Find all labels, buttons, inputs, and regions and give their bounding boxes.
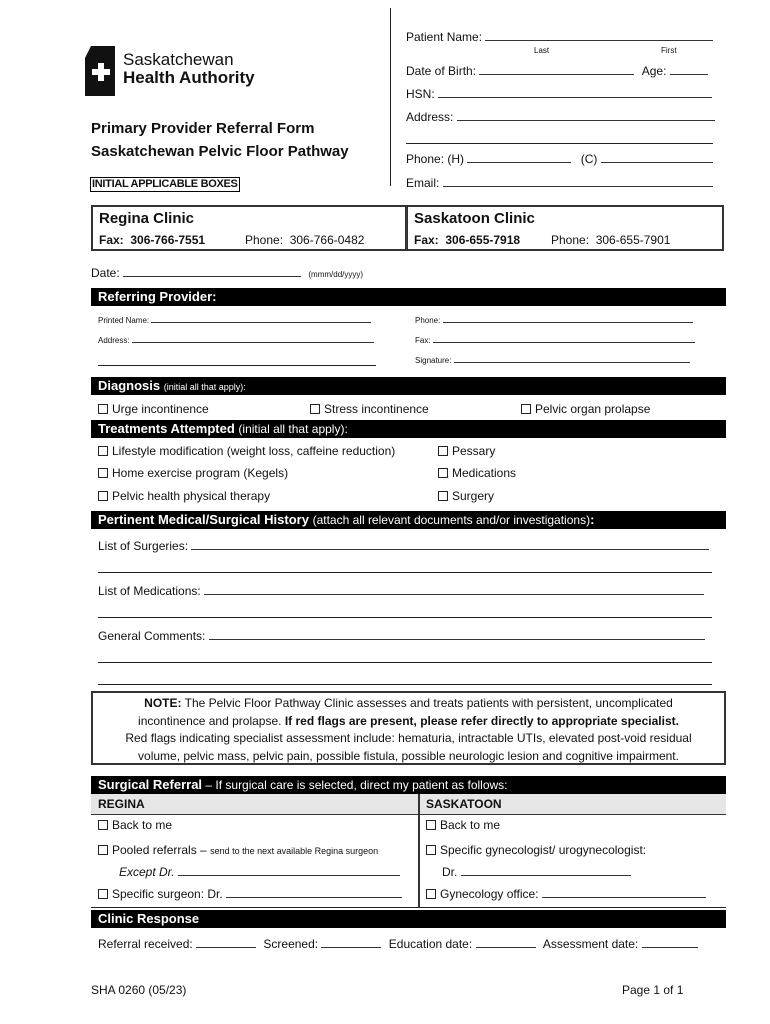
r-except-label: Except Dr. <box>119 865 175 879</box>
note-text2: incontinence and prolapse. <box>138 713 285 728</box>
printed-name-field[interactable] <box>151 322 371 323</box>
checkbox-medications[interactable] <box>438 468 448 478</box>
last-label: Last <box>534 46 550 55</box>
surgical-sub: – If surgical care is selected, direct my patient as follows: <box>202 778 508 792</box>
form-code: SHA 0260 (05/23) <box>91 983 187 997</box>
note-text1: The Pelvic Floor Pathway Clinic assesses and treats patients with persistent, uncomplicated <box>181 696 673 710</box>
history-header <box>91 511 726 529</box>
history-colon: : <box>590 512 595 527</box>
s-office-field[interactable] <box>542 897 706 898</box>
dx-urge[interactable] <box>98 402 209 416</box>
note-box <box>91 691 726 765</box>
education-date-field[interactable] <box>476 947 536 948</box>
clinic-response-header: Clinic Response <box>91 910 726 928</box>
tx-physio-label: Pelvic health physical therapy <box>112 489 271 503</box>
page-number: Page 1 of 1 <box>622 983 684 997</box>
tx-lifestyle[interactable] <box>98 444 395 458</box>
history-sub: (attach all relevant documents and/or investigations) <box>312 513 591 527</box>
referral-received-label: Referral received: <box>98 937 193 951</box>
treatments-title: Treatments Attempted <box>98 421 235 436</box>
checkbox-urge[interactable] <box>98 404 108 414</box>
dob-label: Date of Birth: <box>406 64 477 78</box>
tx-surgery[interactable] <box>438 489 494 503</box>
treatments-header <box>91 420 726 438</box>
assessment-date-field[interactable] <box>642 947 698 948</box>
signature-row <box>415 356 690 365</box>
phone-row <box>406 152 713 166</box>
regina-label: REGINA <box>98 797 145 811</box>
tx-pessary[interactable] <box>438 444 495 458</box>
note-red-flags: If red flags are present, please refer directly to appropriate specialist. <box>284 713 679 728</box>
surgeries-line2[interactable] <box>98 572 712 573</box>
checkbox-s-office[interactable] <box>426 889 436 899</box>
comments-field[interactable] <box>209 639 705 640</box>
diagnosis-header <box>91 377 726 395</box>
printed-name-label: Printed Name: <box>98 316 150 325</box>
tx-medications-label: Medications <box>452 466 517 480</box>
dx-prolapse[interactable] <box>521 402 650 416</box>
logo <box>85 46 275 96</box>
surgeries-field[interactable] <box>191 549 709 550</box>
screened-field[interactable] <box>321 947 381 948</box>
saskatoon-fax: Fax: 306-655-7918 <box>414 233 521 247</box>
regina-phone: Phone: 306-766-0482 <box>245 233 365 247</box>
signature-label: Signature: <box>415 356 452 365</box>
checkbox-kegels[interactable] <box>98 468 108 478</box>
provider-fax-field[interactable] <box>433 342 695 343</box>
provider-address-label: Address: <box>98 336 130 345</box>
checkbox-stress[interactable] <box>310 404 320 414</box>
surgeries-row <box>98 539 709 553</box>
cell-phone-field[interactable] <box>601 162 713 163</box>
surgical-referral-header <box>91 776 726 794</box>
referral-received-field[interactable] <box>196 947 256 948</box>
date-format: (mmm/dd/yyyy) <box>308 270 364 279</box>
note-line4: volume, pelvic mass, pelvic pain, possible fistula, possible neurologic lesion and cognitive impairment. <box>138 748 679 763</box>
r-pooled[interactable] <box>98 843 378 857</box>
saskatoon-label: SASKATOON <box>426 797 502 811</box>
header-divider <box>390 8 391 186</box>
r-except-row <box>119 865 400 879</box>
dx-urge-label: Urge incontinence <box>112 402 209 416</box>
home-phone-label: Phone: (H) <box>406 152 465 166</box>
email-field[interactable] <box>443 186 713 187</box>
checkbox-r-back[interactable] <box>98 820 108 830</box>
assessment-date-label: Assessment date: <box>542 937 639 951</box>
dob-field[interactable] <box>479 74 634 75</box>
tx-lifestyle-label: Lifestyle modification (weight loss, caffeine reduction) <box>112 444 396 458</box>
provider-address-field[interactable] <box>132 342 374 343</box>
checkbox-lifestyle[interactable] <box>98 446 108 456</box>
sha-cross-icon <box>85 46 117 96</box>
s-back-label: Back to me <box>440 818 501 832</box>
printed-name-row <box>98 316 371 325</box>
treatments-sub: (initial all that apply): <box>238 422 348 436</box>
initial-boxes-tag: INITIAL APPLICABLE BOXES <box>92 178 238 190</box>
logo-line2: Health Authority <box>123 68 255 87</box>
s-specific[interactable] <box>426 843 646 857</box>
provider-address-line2[interactable] <box>98 365 376 366</box>
email-label: Email: <box>406 176 440 190</box>
saskatoon-clinic-box <box>406 205 724 251</box>
saskatoon-clinic-name: Saskatoon Clinic <box>414 210 535 227</box>
dx-stress[interactable] <box>310 402 429 416</box>
comments-row <box>98 629 705 643</box>
email-row <box>406 176 713 190</box>
surgeries-label: List of Surgeries: <box>98 539 189 553</box>
provider-phone-field[interactable] <box>443 322 693 323</box>
r-pooled-label: Pooled referrals – <box>112 843 207 857</box>
checkbox-surgery[interactable] <box>438 491 448 501</box>
history-title: Pertinent Medical/Surgical History <box>98 512 309 527</box>
tx-pessary-label: Pessary <box>452 444 496 458</box>
home-phone-field[interactable] <box>467 162 571 163</box>
provider-phone-label: Phone: <box>415 316 441 325</box>
hsn-label: HSN: <box>406 87 435 101</box>
address-row <box>406 110 715 124</box>
diagnosis-title: Diagnosis <box>98 378 161 393</box>
note-line3: Red flags indicating specialist assessment include: hematuria, intractable UTIs, elevated post-void residual <box>125 731 692 745</box>
first-label: First <box>661 46 677 55</box>
referring-provider-header: Referring Provider: <box>91 288 726 306</box>
surgical-bottom-line <box>91 907 726 908</box>
patient-name-row <box>406 30 713 44</box>
tx-medications[interactable] <box>438 466 516 480</box>
s-specific-label: Specific gynecologist/ urogynecologist: <box>440 843 647 857</box>
age-label: Age: <box>641 64 667 78</box>
medications-line2[interactable] <box>98 617 712 618</box>
saskatoon-phone: Phone: 306-655-7901 <box>551 233 671 247</box>
medications-row <box>98 584 704 598</box>
surgical-title: Surgical Referral <box>98 777 203 792</box>
form-title: Primary Provider Referral Form <box>91 120 315 137</box>
medications-label: List of Medications: <box>98 584 201 598</box>
patient-address-field[interactable] <box>457 120 715 121</box>
checkbox-physio[interactable] <box>98 491 108 501</box>
hsn-row <box>406 87 712 101</box>
checkbox-s-back[interactable] <box>426 820 436 830</box>
s-office[interactable] <box>426 887 706 901</box>
cell-phone-label: (C) <box>580 152 598 166</box>
tx-surgery-label: Surgery <box>452 489 495 503</box>
r-specific-label: Specific surgeon: Dr. <box>112 887 223 901</box>
patient-address-label: Address: <box>406 110 454 124</box>
r-back-to-me[interactable] <box>98 818 172 832</box>
checkbox-r-pooled[interactable] <box>98 845 108 855</box>
r-specific[interactable] <box>98 887 402 901</box>
provider-phone-row <box>415 316 693 325</box>
regina-fax: Fax: 306-766-7551 <box>99 233 206 247</box>
r-back-label: Back to me <box>112 818 173 832</box>
surgical-divider <box>418 794 420 908</box>
medications-field[interactable] <box>204 594 704 595</box>
r-pooled-sub: send to the next available Regina surgeon <box>210 846 379 856</box>
date-label: Date: <box>91 266 120 280</box>
checkbox-r-specific[interactable] <box>98 889 108 899</box>
dx-prolapse-label: Pelvic organ prolapse <box>535 402 651 416</box>
note-bold: NOTE: <box>144 696 182 710</box>
s-office-label: Gynecology office: <box>440 887 539 901</box>
s-back-to-me[interactable] <box>426 818 500 832</box>
s-dr-label: Dr. <box>442 865 458 879</box>
patient-name-field[interactable] <box>485 40 713 41</box>
regina-clinic-box <box>91 205 407 251</box>
provider-address-row <box>98 336 374 345</box>
r-specific-field[interactable] <box>226 897 402 898</box>
tx-physio[interactable] <box>98 489 270 503</box>
screened-label: Screened: <box>263 937 319 951</box>
signature-field[interactable] <box>454 362 690 363</box>
provider-fax-row <box>415 336 695 345</box>
note-line1 <box>93 695 724 713</box>
checkbox-prolapse[interactable] <box>521 404 531 414</box>
date-field[interactable] <box>123 276 301 277</box>
education-date-label: Education date: <box>388 937 473 951</box>
response-row <box>98 937 698 951</box>
note-line2 <box>93 713 724 731</box>
diagnosis-sub: (initial all that apply): <box>163 382 246 392</box>
provider-fax-label: Fax: <box>415 336 431 345</box>
patient-name-label: Patient Name: <box>406 30 483 44</box>
r-except-field[interactable] <box>178 875 400 876</box>
dob-row <box>406 64 708 78</box>
age-field[interactable] <box>670 74 708 75</box>
checkbox-s-specific[interactable] <box>426 845 436 855</box>
tx-kegels[interactable] <box>98 466 288 480</box>
dx-stress-label: Stress incontinence <box>324 402 429 416</box>
s-dr-row <box>442 865 631 879</box>
hsn-field[interactable] <box>438 97 712 98</box>
s-dr-field[interactable] <box>461 875 631 876</box>
form-subtitle: Saskatchewan Pelvic Floor Pathway <box>91 143 349 160</box>
comments-line2[interactable] <box>98 662 712 663</box>
tx-kegels-label: Home exercise program (Kegels) <box>112 466 289 480</box>
regina-clinic-name: Regina Clinic <box>99 210 195 227</box>
date-row <box>91 266 363 280</box>
logo-line1: Saskatchewan <box>123 50 234 69</box>
patient-address-line2[interactable] <box>406 143 713 144</box>
comments-line3[interactable] <box>98 684 712 685</box>
checkbox-pessary[interactable] <box>438 446 448 456</box>
comments-label: General Comments: <box>98 629 206 643</box>
surgical-subheader <box>91 794 726 815</box>
